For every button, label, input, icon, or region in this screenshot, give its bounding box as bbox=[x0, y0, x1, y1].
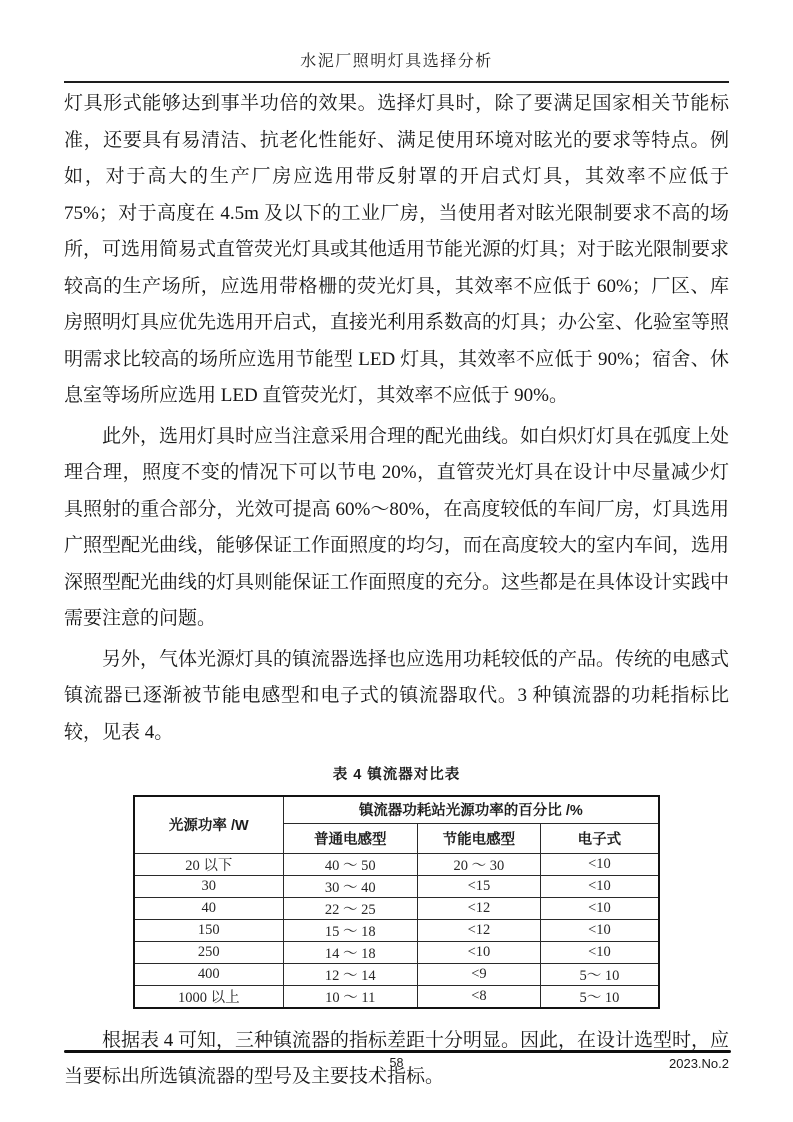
cell-ordinary: 22 ～ 25 bbox=[283, 897, 417, 919]
cell-ordinary: 40 ～ 50 bbox=[283, 853, 417, 875]
paragraph-light-distribution: 此外，选用灯具时应当注意采用合理的配光曲线。如白炽灯灯具在弧度上处理合理，照度不变的情况下可以节电 20%，直管荧光灯具在设计中尽量减少灯具照射的重合部分，光效可提高 60%～80%，在高度较低的车间厂房，灯具选用广照型配光曲线，能够保证工作面照度的均匀，而在高度较大的室内车间，选用深照型配光曲线的灯具则能保证工作面照度的充分。这些都是在具体设计实践中需要注意的问题。 bbox=[64, 425, 730, 629]
cell-saving: <12 bbox=[417, 897, 540, 919]
cell-power: 40 bbox=[134, 897, 283, 919]
table-row bbox=[134, 963, 659, 985]
cell-electronic: 5～ 10 bbox=[540, 963, 659, 985]
cell-saving: <12 bbox=[417, 919, 540, 941]
cell-electronic: <10 bbox=[540, 941, 659, 963]
cell-electronic: <10 bbox=[540, 897, 659, 919]
table-row bbox=[134, 897, 659, 919]
running-title: 水泥厂照明灯具选择分析 bbox=[300, 53, 493, 70]
footer-rule bbox=[64, 1050, 731, 1053]
page-header bbox=[0, 0, 793, 83]
cell-power: 20 以下 bbox=[134, 853, 283, 875]
paragraph-ballast-intro: 另外，气体光源灯具的镇流器选择也应选用功耗较低的产品。传统的电感式镇流器已逐渐被节能电感型和电子式的镇流器取代。3 种镇流器的功耗指标比较，见表 4。 bbox=[64, 648, 730, 743]
page-number: 58 bbox=[389, 1056, 404, 1070]
article-body bbox=[64, 83, 729, 1096]
cell-power: 150 bbox=[134, 919, 283, 941]
cell-power: 1000 以上 bbox=[134, 985, 283, 1008]
cell-power: 250 bbox=[134, 941, 283, 963]
cell-ordinary: 30 ～ 40 bbox=[283, 875, 417, 897]
table-header-row-group bbox=[134, 796, 659, 823]
paragraph-conclusion: 根据表 4 可知，三种镇流器的指标差距十分明显。因此，在设计选型时，应当要标出所选镇流器的型号及主要技术指标。 bbox=[64, 1029, 730, 1087]
column-header-percentage-group: 镇流器功耗站光源功率的百分比 /% bbox=[283, 796, 659, 823]
table-row bbox=[134, 853, 659, 875]
cell-ordinary: 15 ～ 18 bbox=[283, 919, 417, 941]
table-row bbox=[134, 985, 659, 1008]
cell-saving: <9 bbox=[417, 963, 540, 985]
cell-electronic: <10 bbox=[540, 853, 659, 875]
column-header-electronic: 电子式 bbox=[540, 823, 659, 853]
column-header-source-power: 光源功率 /W bbox=[134, 796, 283, 853]
cell-ordinary: 12 ～ 14 bbox=[283, 963, 417, 985]
cell-saving: 20 ～ 30 bbox=[417, 853, 540, 875]
issue-label: 2023.No.2 bbox=[669, 1056, 729, 1071]
table-row bbox=[134, 919, 659, 941]
table-row bbox=[134, 941, 659, 963]
cell-ordinary: 14 ～ 18 bbox=[283, 941, 417, 963]
cell-saving: <8 bbox=[417, 985, 540, 1008]
cell-saving: <15 bbox=[417, 875, 540, 897]
cell-electronic: 5～ 10 bbox=[540, 985, 659, 1008]
cell-saving: <10 bbox=[417, 941, 540, 963]
cell-electronic: <10 bbox=[540, 919, 659, 941]
table-row bbox=[134, 875, 659, 897]
column-header-energy-saving-inductive: 节能电感型 bbox=[417, 823, 540, 853]
cell-power: 30 bbox=[134, 875, 283, 897]
column-header-ordinary-inductive: 普通电感型 bbox=[283, 823, 417, 853]
cell-electronic: <10 bbox=[540, 875, 659, 897]
cell-ordinary: 10 ～ 11 bbox=[283, 985, 417, 1008]
cell-power: 400 bbox=[134, 963, 283, 985]
ballast-comparison-table bbox=[133, 795, 660, 1009]
paragraph-luminaire-selection: 灯具形式能够达到事半功倍的效果。选择灯具时，除了要满足国家相关节能标准，还要具有易清洁、抗老化性能好、满足使用环境对眩光的要求等特点。例如，对于高大的生产厂房应选用带反射罩的开启式灯具，其效率不应低于 75%；对于高度在 4.5m 及以下的工业厂房，当使用者对眩光限制要求不高的场所，可选用简易式直管荧光灯具或其他适用节能光源的灯具；对于眩光限制要求较高的生产场所，应选用带格栅的荧光灯具，其效率不应低于 60%；厂区、库房照明灯具应优先选用开启式，直接光利用系数高的灯具；办公室、化验室等照明需求比较高的场所应选用节能型 LED 灯具，其效率不应低于 90%；宿舍、休息室等场所应选用 LED 直管荧光灯，其效率不应低于 90%。 bbox=[64, 93, 730, 406]
table-caption: 表 4 镇流器对比表 bbox=[332, 767, 461, 783]
